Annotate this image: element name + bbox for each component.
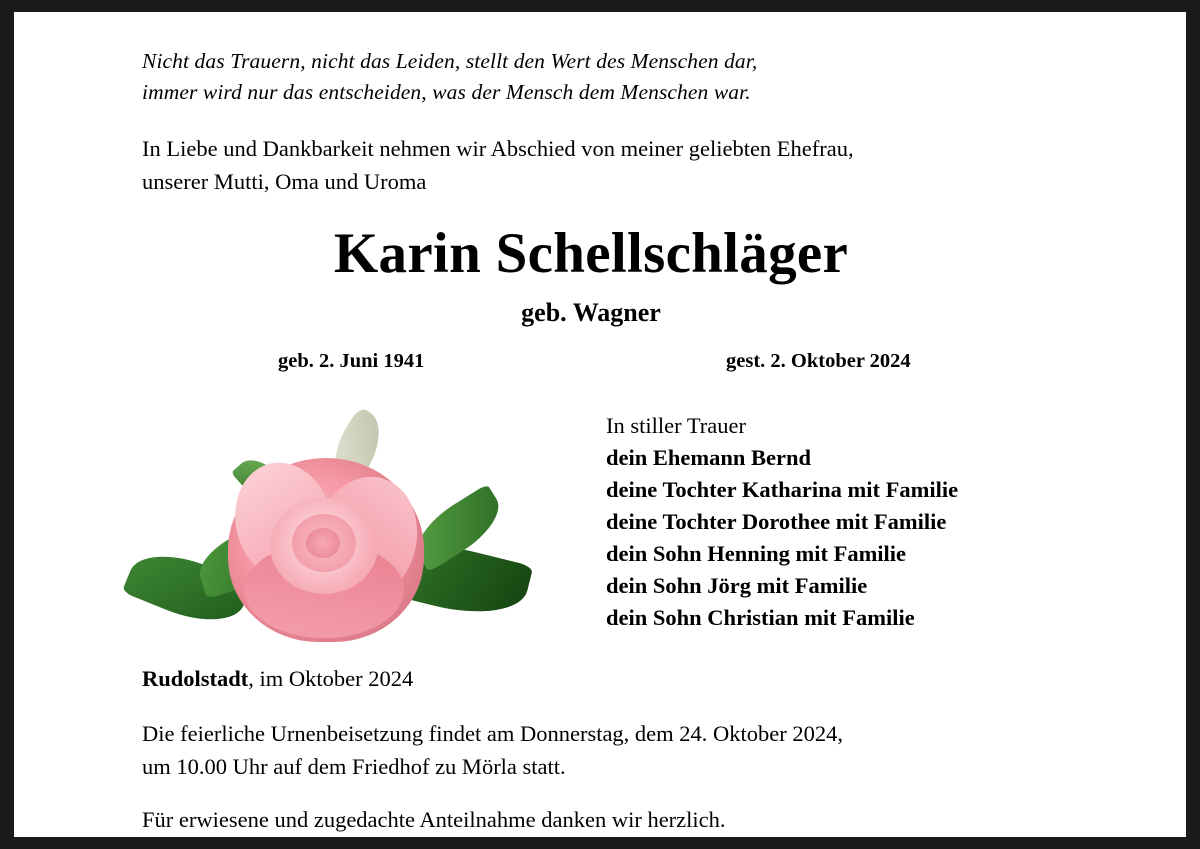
verse-block — [142, 46, 1086, 107]
mourner-line: deine Tochter Katharina mit Familie — [606, 477, 959, 502]
intro-line-1: In Liebe und Dankbarkeit nehmen wir Abschied von meiner geliebten Ehefrau, — [142, 136, 854, 162]
verse-line-2: immer wird nur das entscheiden, was der Mensch dem Menschen war. — [142, 79, 751, 104]
intro-block — [142, 133, 1086, 198]
rose-illustration — [124, 410, 544, 650]
mourner-line: dein Sohn Jörg mit Familie — [606, 572, 868, 598]
ceremony-line-1: Die feierliche Urnenbeisetzung findet am Donnerstag, dem 24. Oktober 2024, — [142, 721, 844, 747]
deceased-maiden-name: geb. Wagner — [521, 298, 661, 328]
middle-section — [142, 396, 1086, 656]
mourner-line: dein Sohn Christian mit Familie — [606, 604, 915, 630]
birth-date: geb. 2. Juni 1941 — [278, 350, 425, 373]
mourner-line: dein Ehemann Bernd — [606, 445, 812, 471]
thanks-line: Für erwiesene und zugedachte Anteilnahme danken wir herzlich. — [142, 807, 726, 833]
death-date: gest. 2. Oktober 2024 — [726, 350, 911, 373]
place-line — [142, 666, 1086, 692]
mourners-block — [606, 410, 958, 634]
place-date: , im Oktober 2024 — [248, 666, 414, 692]
rose-petal-center — [306, 528, 340, 558]
ceremony-block — [142, 718, 1086, 783]
mourner-line: deine Tochter Dorothee mit Familie — [606, 508, 947, 534]
life-dates — [142, 350, 1086, 380]
mourners-heading: In stiller Trauer — [606, 413, 746, 439]
obituary-card — [14, 12, 1186, 837]
mourner-line: dein Sohn Henning mit Familie — [606, 540, 907, 566]
deceased-name: Karin Schellschläger — [333, 222, 849, 286]
intro-line-2: unserer Mutti, Oma und Uroma — [142, 168, 427, 194]
ceremony-line-2: um 10.00 Uhr auf dem Friedhof zu Mörla statt. — [142, 753, 566, 779]
verse-line-1: Nicht das Trauern, nicht das Leiden, stellt den Wert des Menschen dar, — [142, 49, 758, 73]
place-city: Rudolstadt — [142, 666, 249, 692]
